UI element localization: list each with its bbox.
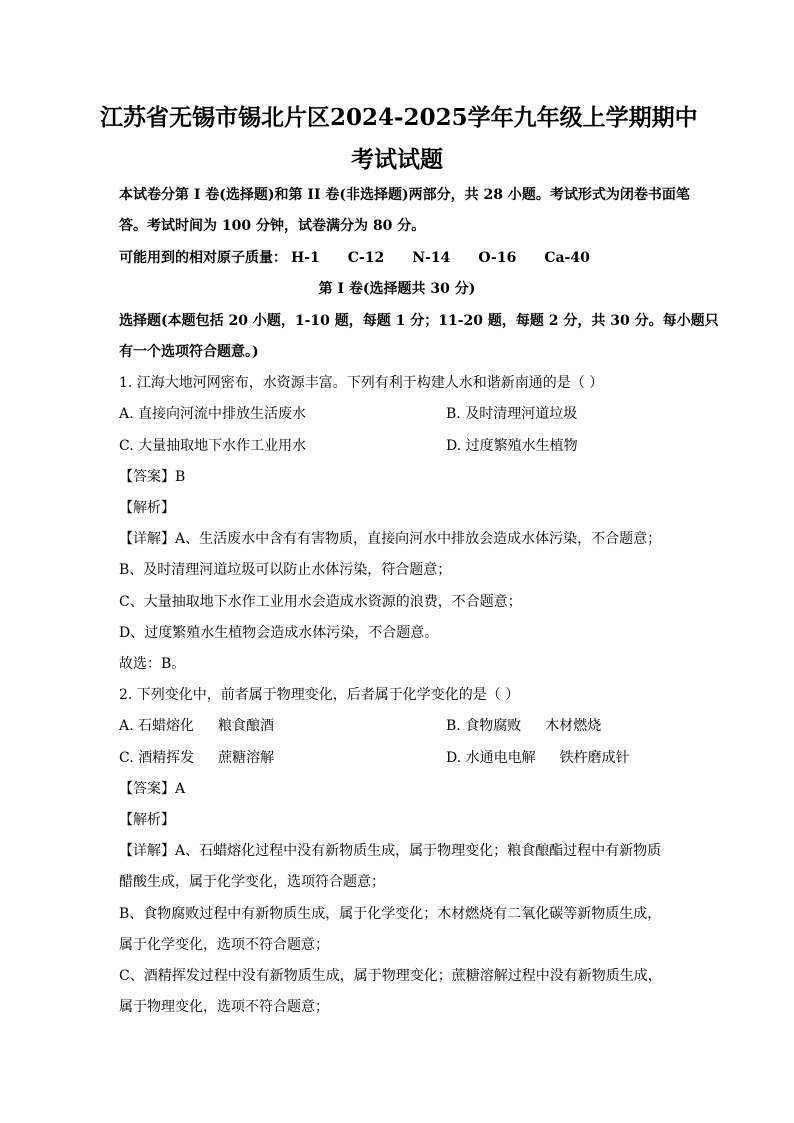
section-title: 第 I 卷(选择题共 30 分): [318, 281, 476, 297]
section-desc-line1: 选择题(本题包括 20 小题，1-10 题，每题 1 分；11-20 题，每题 2 分，共 30 分。每小题只: [119, 313, 719, 329]
q1-option-b: B. 及时清理河道垃圾: [446, 406, 578, 422]
q1-detail-d: D、过度繁殖水生植物会造成水体污染，不合题意。: [119, 625, 439, 641]
q2-option-d: [446, 748, 630, 768]
q2-option-d-second: 铁杵磨成针: [559, 750, 630, 766]
q1-stem: 1. 江海大地河网密布，水资源丰富。下列有利于构建人水和谐新南通的是（ ）: [119, 375, 604, 391]
q2-option-c-second: 蔗糖溶解: [218, 750, 275, 766]
q2-option-a: [119, 716, 274, 736]
q1-option-d: D. 过度繁殖水生植物: [446, 438, 578, 454]
atomic-mass-c: C-12: [347, 250, 385, 266]
intro-line2: 答。考试时间为 100 分钟，试卷满分为 80 分。: [119, 218, 426, 234]
q1-option-c: C. 大量抽取地下水作工业用水: [119, 438, 307, 454]
q2-option-a-first: A. 石蜡熔化: [119, 718, 195, 734]
q1-detail-a: 【详解】A、生活废水中含有有害物质，直接向河水中排放会造成水体污染，不合题意；: [119, 531, 662, 547]
q1-analysis-heading: 【解析】: [119, 500, 175, 516]
q2-detail-b-line2: 属于化学变化，选项不符合题意；: [119, 937, 329, 953]
q1-answer: 【答案】B: [119, 469, 186, 485]
section-desc-line2: 有一个选项符合题意。): [119, 344, 259, 360]
q2-analysis-heading: 【解析】: [119, 812, 175, 828]
q2-option-c: [119, 748, 274, 768]
atomic-mass-label: 可能用到的相对原子质量：: [119, 250, 287, 266]
q2-detail-a-line1: 【详解】A、石蜡熔化过程中没有新物质生成，属于物理变化；粮食酿酯过程中有新物质: [119, 843, 662, 859]
atomic-mass-o: O-16: [478, 250, 517, 266]
q1-detail-c: C、大量抽取地下水作工业用水会造成水资源的浪费，不合题意；: [119, 594, 522, 610]
q2-answer: 【答案】A: [119, 781, 186, 797]
atomic-mass-ca: Ca-40: [544, 250, 590, 266]
q2-stem: 2. 下列变化中，前者属于物理变化，后者属于化学变化的是（ ）: [119, 687, 520, 703]
intro-line1: 本试卷分第 I 卷(选择题)和第 II 卷(非选择题)两部分，共 28 小题。考试形式为闭卷书面笔: [119, 187, 690, 203]
q1-conclusion: 故选：B。: [119, 656, 186, 672]
q2-option-a-second: 粮食酿酒: [218, 718, 275, 734]
q2-detail-b-line1: B、食物腐败过程中有新物质生成，属于化学变化；木材燃烧有二氧化碳等新物质生成，: [119, 906, 662, 922]
document-title-line2: 考试试题: [351, 146, 443, 173]
atomic-mass-line: [119, 248, 618, 268]
q2-option-b-first: B. 食物腐败: [446, 718, 522, 734]
q2-detail-a-line2: 醋酸生成，属于化学变化，选项符合题意；: [119, 874, 385, 890]
document-title-line1: 江苏省无锡市锡北片区2024-2025学年九年级上学期期中: [100, 104, 698, 131]
q2-option-b-second: 木材燃烧: [545, 718, 602, 734]
q2-option-b: [446, 716, 601, 736]
atomic-mass-h: H-1: [291, 250, 320, 266]
q1-option-a: A. 直接向河流中排放生活废水: [119, 406, 307, 422]
q2-detail-c-line1: C、酒精挥发过程中没有新物质生成，属于物理变化；蔗糖溶解过程中没有新物质生成，: [119, 968, 662, 984]
q2-option-c-first: C. 酒精挥发: [119, 750, 195, 766]
q2-detail-c-line2: 属于物理变化，选项不符合题意；: [119, 999, 329, 1015]
atomic-mass-n: N-14: [412, 250, 451, 266]
q1-detail-b: B、及时清理河道垃圾可以防止水体污染，符合题意；: [119, 562, 452, 578]
q2-option-d-first: D. 水通电电解: [446, 750, 536, 766]
